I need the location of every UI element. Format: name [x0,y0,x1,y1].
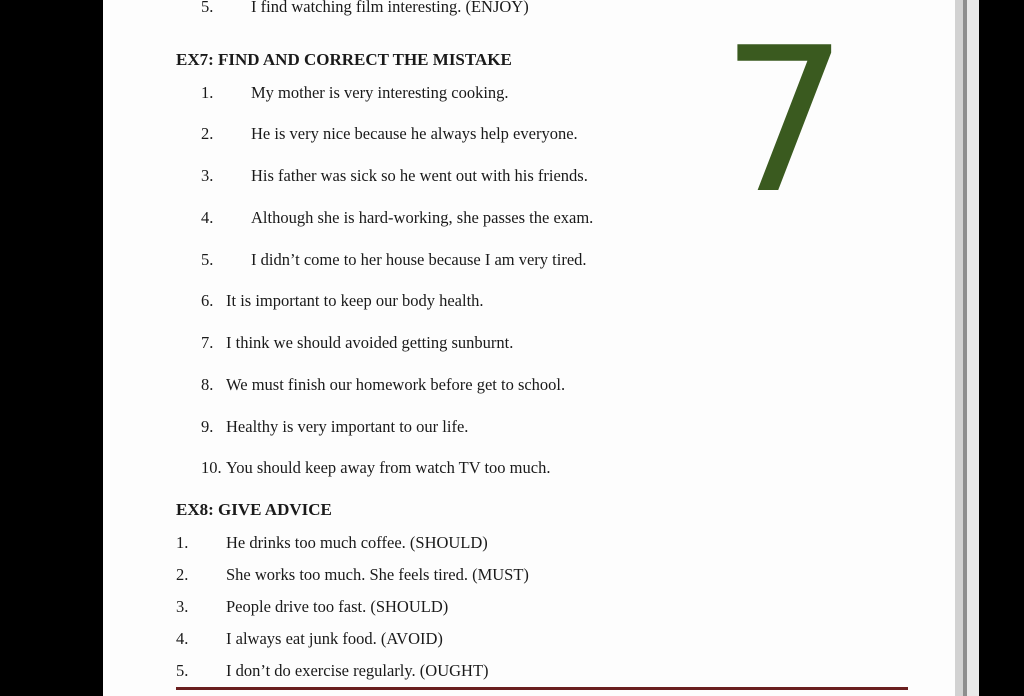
item-text: I don’t do exercise regularly. (OUGHT) [226,661,489,680]
item-text: He drinks too much coffee. (SHOULD) [226,533,488,552]
item-text: I think we should avoided getting sunburnt. [226,333,514,352]
item-text: His father was sick so he went out with his friends. [251,166,588,185]
page-edge-shadow [955,0,963,696]
number-seven-annotation: 7 [721,5,849,238]
worksheet-page [103,0,967,696]
item-text: She works too much. She feels tired. (MUST) [226,565,529,584]
item-number: 1. [176,533,189,552]
page-edge-strip [967,0,979,696]
item-number: 5. [201,0,214,16]
item-number: 3. [201,166,214,185]
item-number: 6. [201,291,214,310]
item-number: 8. [201,375,214,394]
item-number: 3. [176,597,189,616]
item-text: Healthy is very important to our life. [226,417,469,436]
item-text: My mother is very interesting cooking. [251,83,509,102]
item-number: 9. [201,417,214,436]
item-text: It is important to keep our body health. [226,291,484,310]
item-text: I always eat junk food. (AVOID) [226,629,443,648]
item-text: He is very nice because he always help everyone. [251,124,578,143]
item-number: 10. [201,458,222,477]
item-number: 5. [201,250,214,269]
item-number: 4. [176,629,189,648]
item-text: People drive too fast. (SHOULD) [226,597,449,616]
item-text: Although she is hard-working, she passes the exam. [251,208,594,227]
item-number: 2. [201,124,214,143]
item-number: 4. [201,208,214,227]
item-number: 1. [201,83,214,102]
item-text: We must finish our homework before get to school. [226,375,566,394]
bottom-divider [176,687,908,690]
item-text: You should keep away from watch TV too much. [226,458,551,477]
item-text: I find watching film interesting. (ENJOY) [251,0,529,16]
ex7-heading: EX7: FIND AND CORRECT THE MISTAKE [176,50,512,69]
item-number: 7. [201,333,214,352]
item-number: 5. [176,661,189,680]
item-text: I didn’t come to her house because I am very tired. [251,250,587,269]
ex8-heading: EX8: GIVE ADVICE [176,500,332,519]
item-number: 2. [176,565,189,584]
